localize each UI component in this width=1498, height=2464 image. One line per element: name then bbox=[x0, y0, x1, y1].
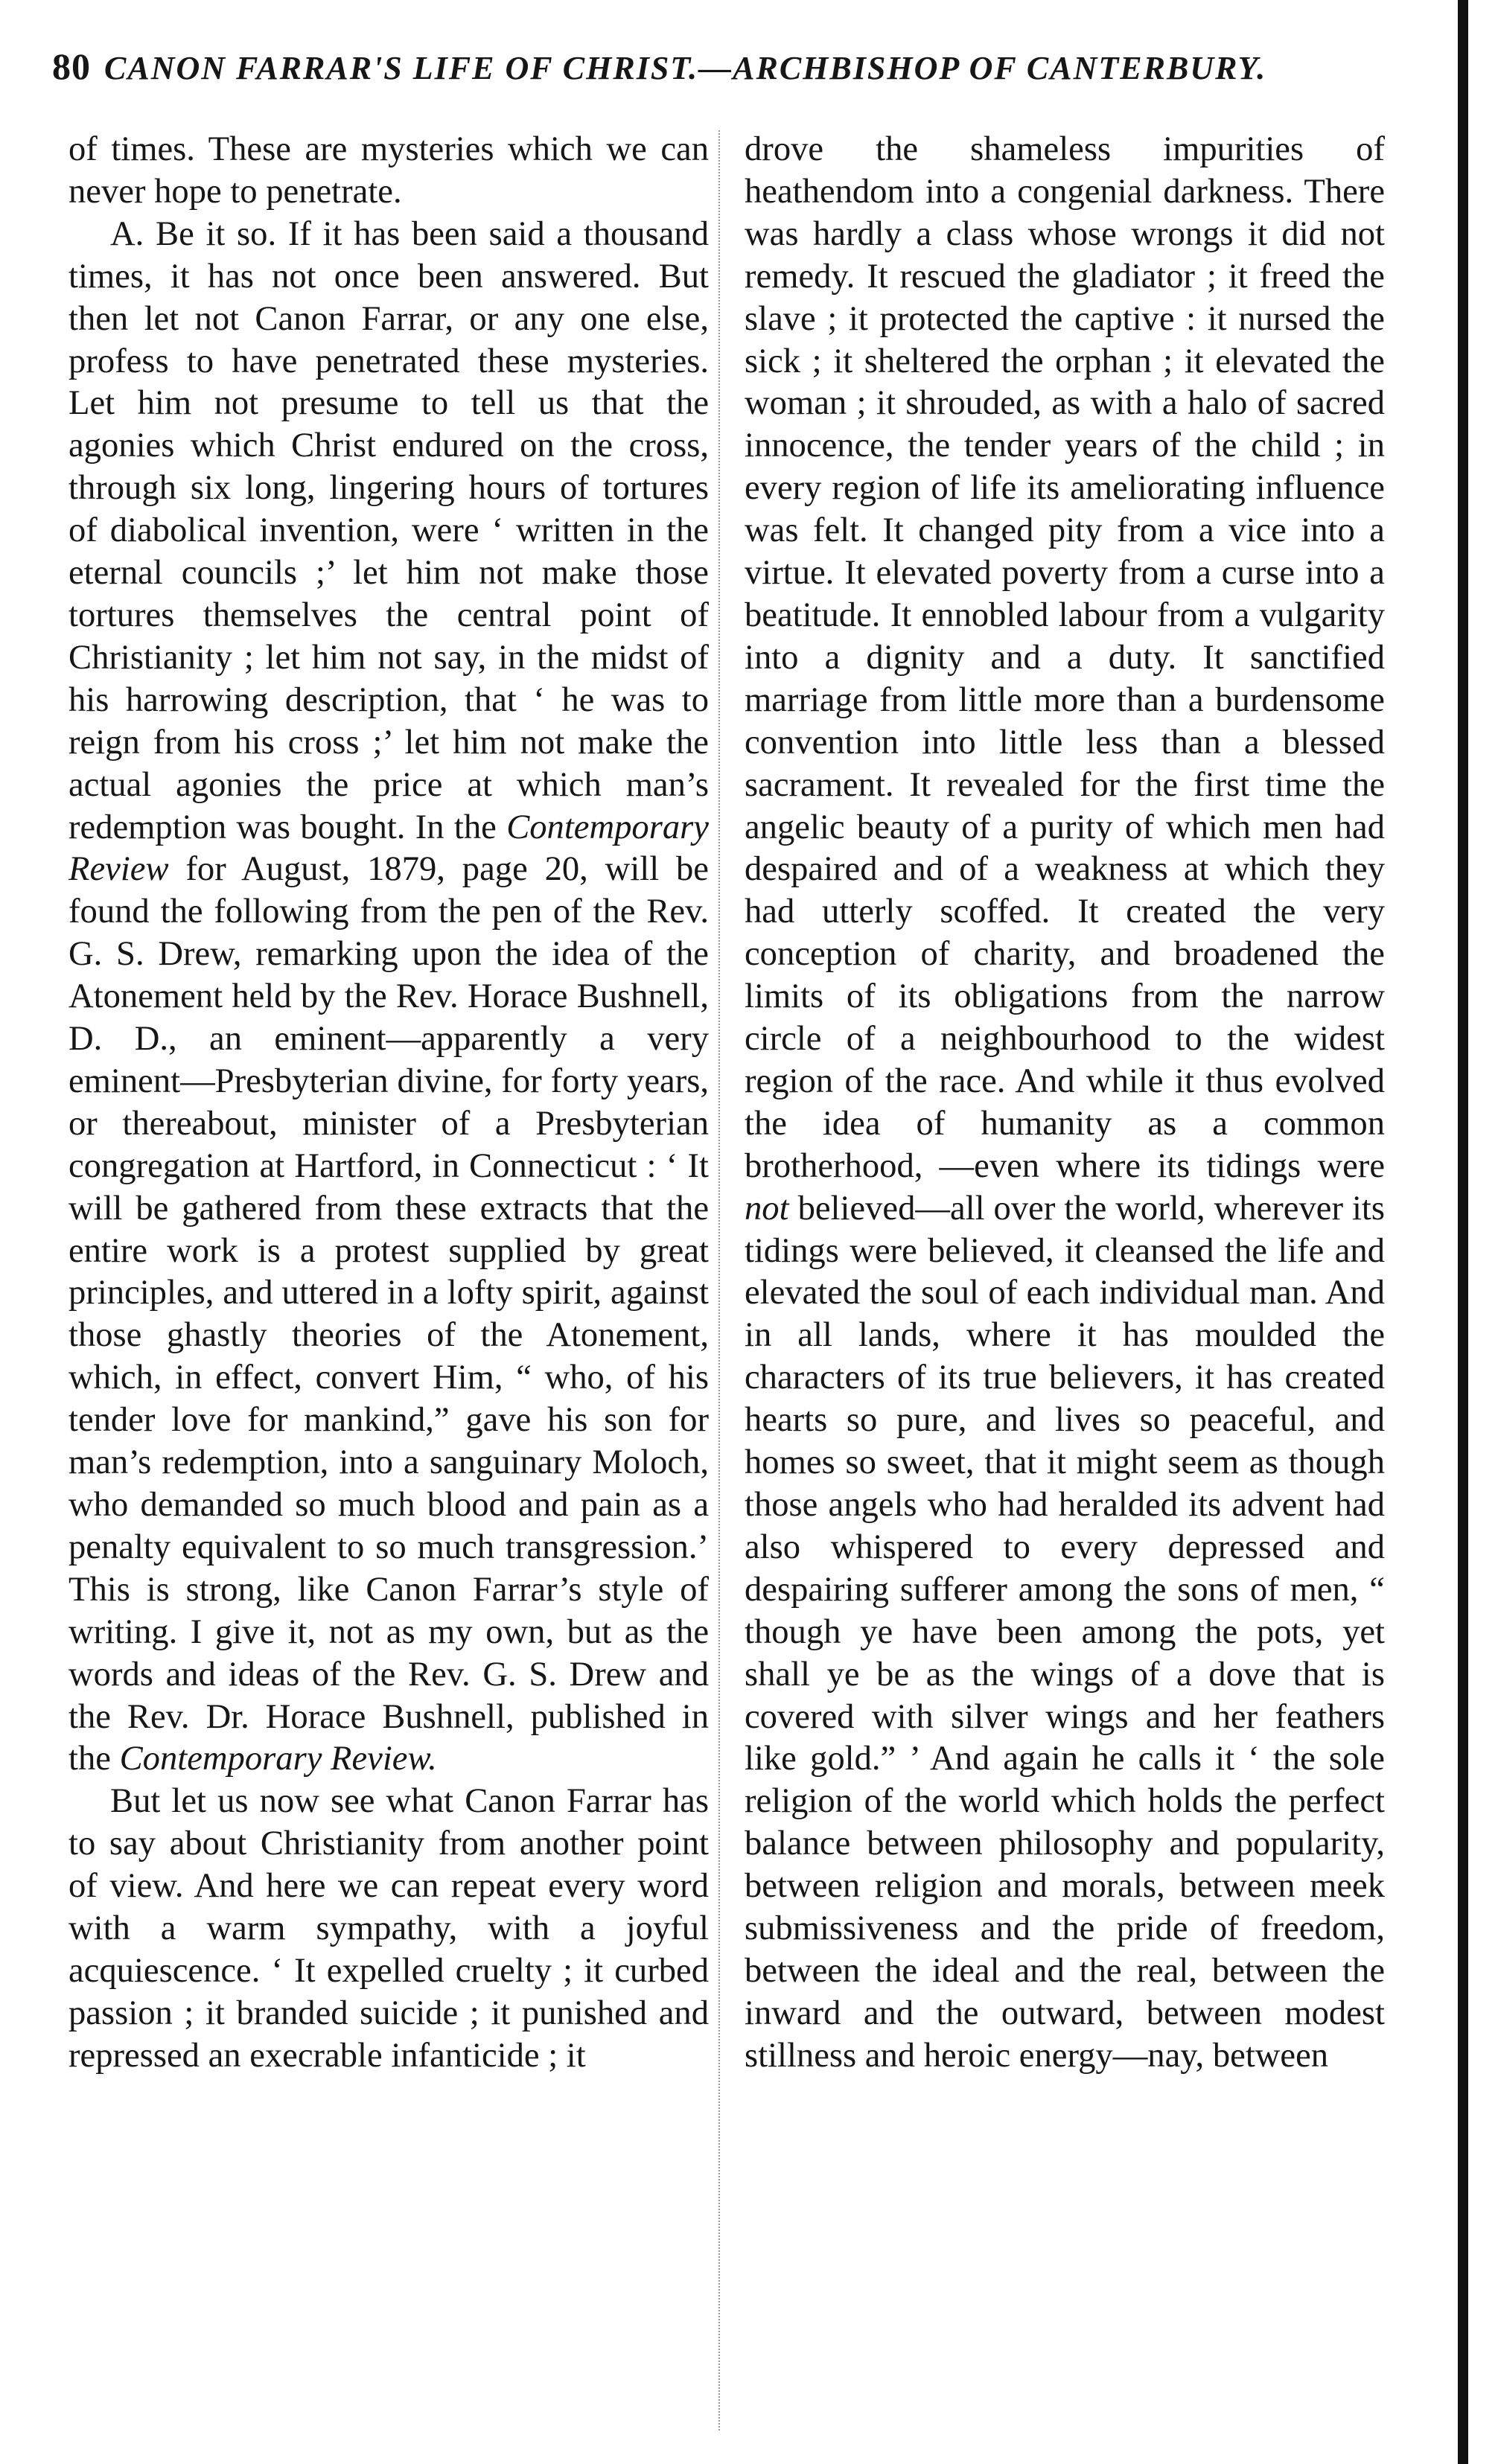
answer-text: A. Be it so. If it has been said a thousand times, it has not once been answered. But then let not Canon Farrar, or any one else, profess to have penetrated these mysteries. Let him not presume to tell us that the agonies which Christ endured on the cross, through six long, lingering hours of tortures of diabolical invention, were ‘ written in the eternal councils ;’ let him not make those tortures themselves the central point of Christianity ; let him not say, in the midst of his harrowing description, that ‘ he was to reign from his cross ;’ let him not make the actual agonies the price at which man’s redemption was bought. In the bbox=[68, 214, 709, 846]
running-title: CANON FARRAR'S LIFE OF CHRIST.—ARCHBISHOP OF CANTERBURY. bbox=[104, 50, 1267, 86]
journal-title: Contemporary Review bbox=[68, 807, 709, 889]
page-number: 80 bbox=[52, 45, 91, 87]
journal-title-second: Contemporary Review. bbox=[119, 1739, 437, 1778]
page-header bbox=[52, 45, 1377, 97]
quote-text-continued: believed—all over the world, wherever its tidings were believed, it cleansed the life and elevated the soul of each individual man. And in all lands, where it has moulded the characters of its true believers, it has created hearts so pure, and lives so peaceful, and homes so sweet, that it might seem as though those angels who had heralded its advent had also whispered to every depressed and despairing sufferer among the sons of men, “ though ye have been among the pots, yet shall ye be as the wings of a dove that is covered with silver wings and her feathers like gold.” ’ And again he calls it ‘ the sole religion of the world which holds the perfect balance between philosophy and popularity, between religion and morals, between meek submissiveness and the pride of freedom, between the ideal and the real, between the inward and the outward, between modest stillness and heroic energy—nay, between bbox=[745, 1188, 1385, 2075]
paragraph-continuation: of times. These are mysteries which we can never hope to penetrate. bbox=[68, 130, 709, 211]
left-column bbox=[68, 128, 709, 2077]
paragraph-quote bbox=[745, 128, 1385, 2077]
quote-text: drove the shameless impurities of heathendom into a congenial darkness. There was hardly a class whose wrongs it did not remedy. It rescued the gladiator ; it freed the slave ; it protected the captive : it nursed the sick ; it sheltered the orphan ; it elevated the woman ; it shrouded, as with a halo of sacred innocence, the tender years of the child ; in every region of life its ameliorating influence was felt. It changed pity from a vice into a virtue. It elevated poverty from a curse into a beatitude. It ennobled labour from a vulgarity into a dignity and a duty. It sanctified marriage from little more than a burdensome convention into little less than a blessed sacrament. It revealed for the first time the angelic beauty of a purity of which men had despaired and of a weakness at which they had utterly scoffed. It created the very conception of charity, and broadened the limits of its obligations from the narrow circle of a neighbourhood to the widest region of the race. And while it thus evolved the idea of humanity as a common brotherhood, —even where its tidings were bbox=[745, 130, 1385, 1185]
column-divider bbox=[718, 130, 720, 2431]
paragraph-answer bbox=[68, 213, 709, 1781]
answer-text-continued: for August, 1879, page 20, will be found the following from the pen of the Rev. G. S. Drew, remarking upon the idea of the Atonement held by the Rev. Horace Bushnell, D. D., an eminent—apparently a very eminent—Presbyterian divine, for forty years, or thereabout, minister of a Presbyterian congregation at Hartford, in Connecticut : ‘ It will be gathered from these extracts that the entire work is a protest supplied by great principles, and uttered in a lofty spirit, against those ghastly theories of the Atonement, which, in effect, convert Him, “ who, of his tender love for mankind,” gave his son for man’s redemption, into a sanguinary Moloch, who demanded so much blood and pain as a penalty equivalent to so much transgression.’ This is strong, like Canon Farrar’s style of writing. I give it, not as my own, but as the words and ideas of the Rev. G. S. Drew and the Rev. Dr. Horace Bushnell, published in the bbox=[68, 849, 709, 1778]
scan-edge-bar bbox=[1458, 0, 1468, 2464]
emphasis-not: not bbox=[745, 1188, 789, 1228]
paragraph-christianity: But let us now see what Canon Farrar has to say about Christianity from another point of view. And here we can repeat every word with a warm sympathy, with a joyful acquiescence. ‘ It expelled cruelty ; it curbed passion ; it branded suicide ; it punished and repressed an execrable infanticide ; it bbox=[68, 1781, 709, 2075]
right-column bbox=[745, 128, 1385, 2077]
